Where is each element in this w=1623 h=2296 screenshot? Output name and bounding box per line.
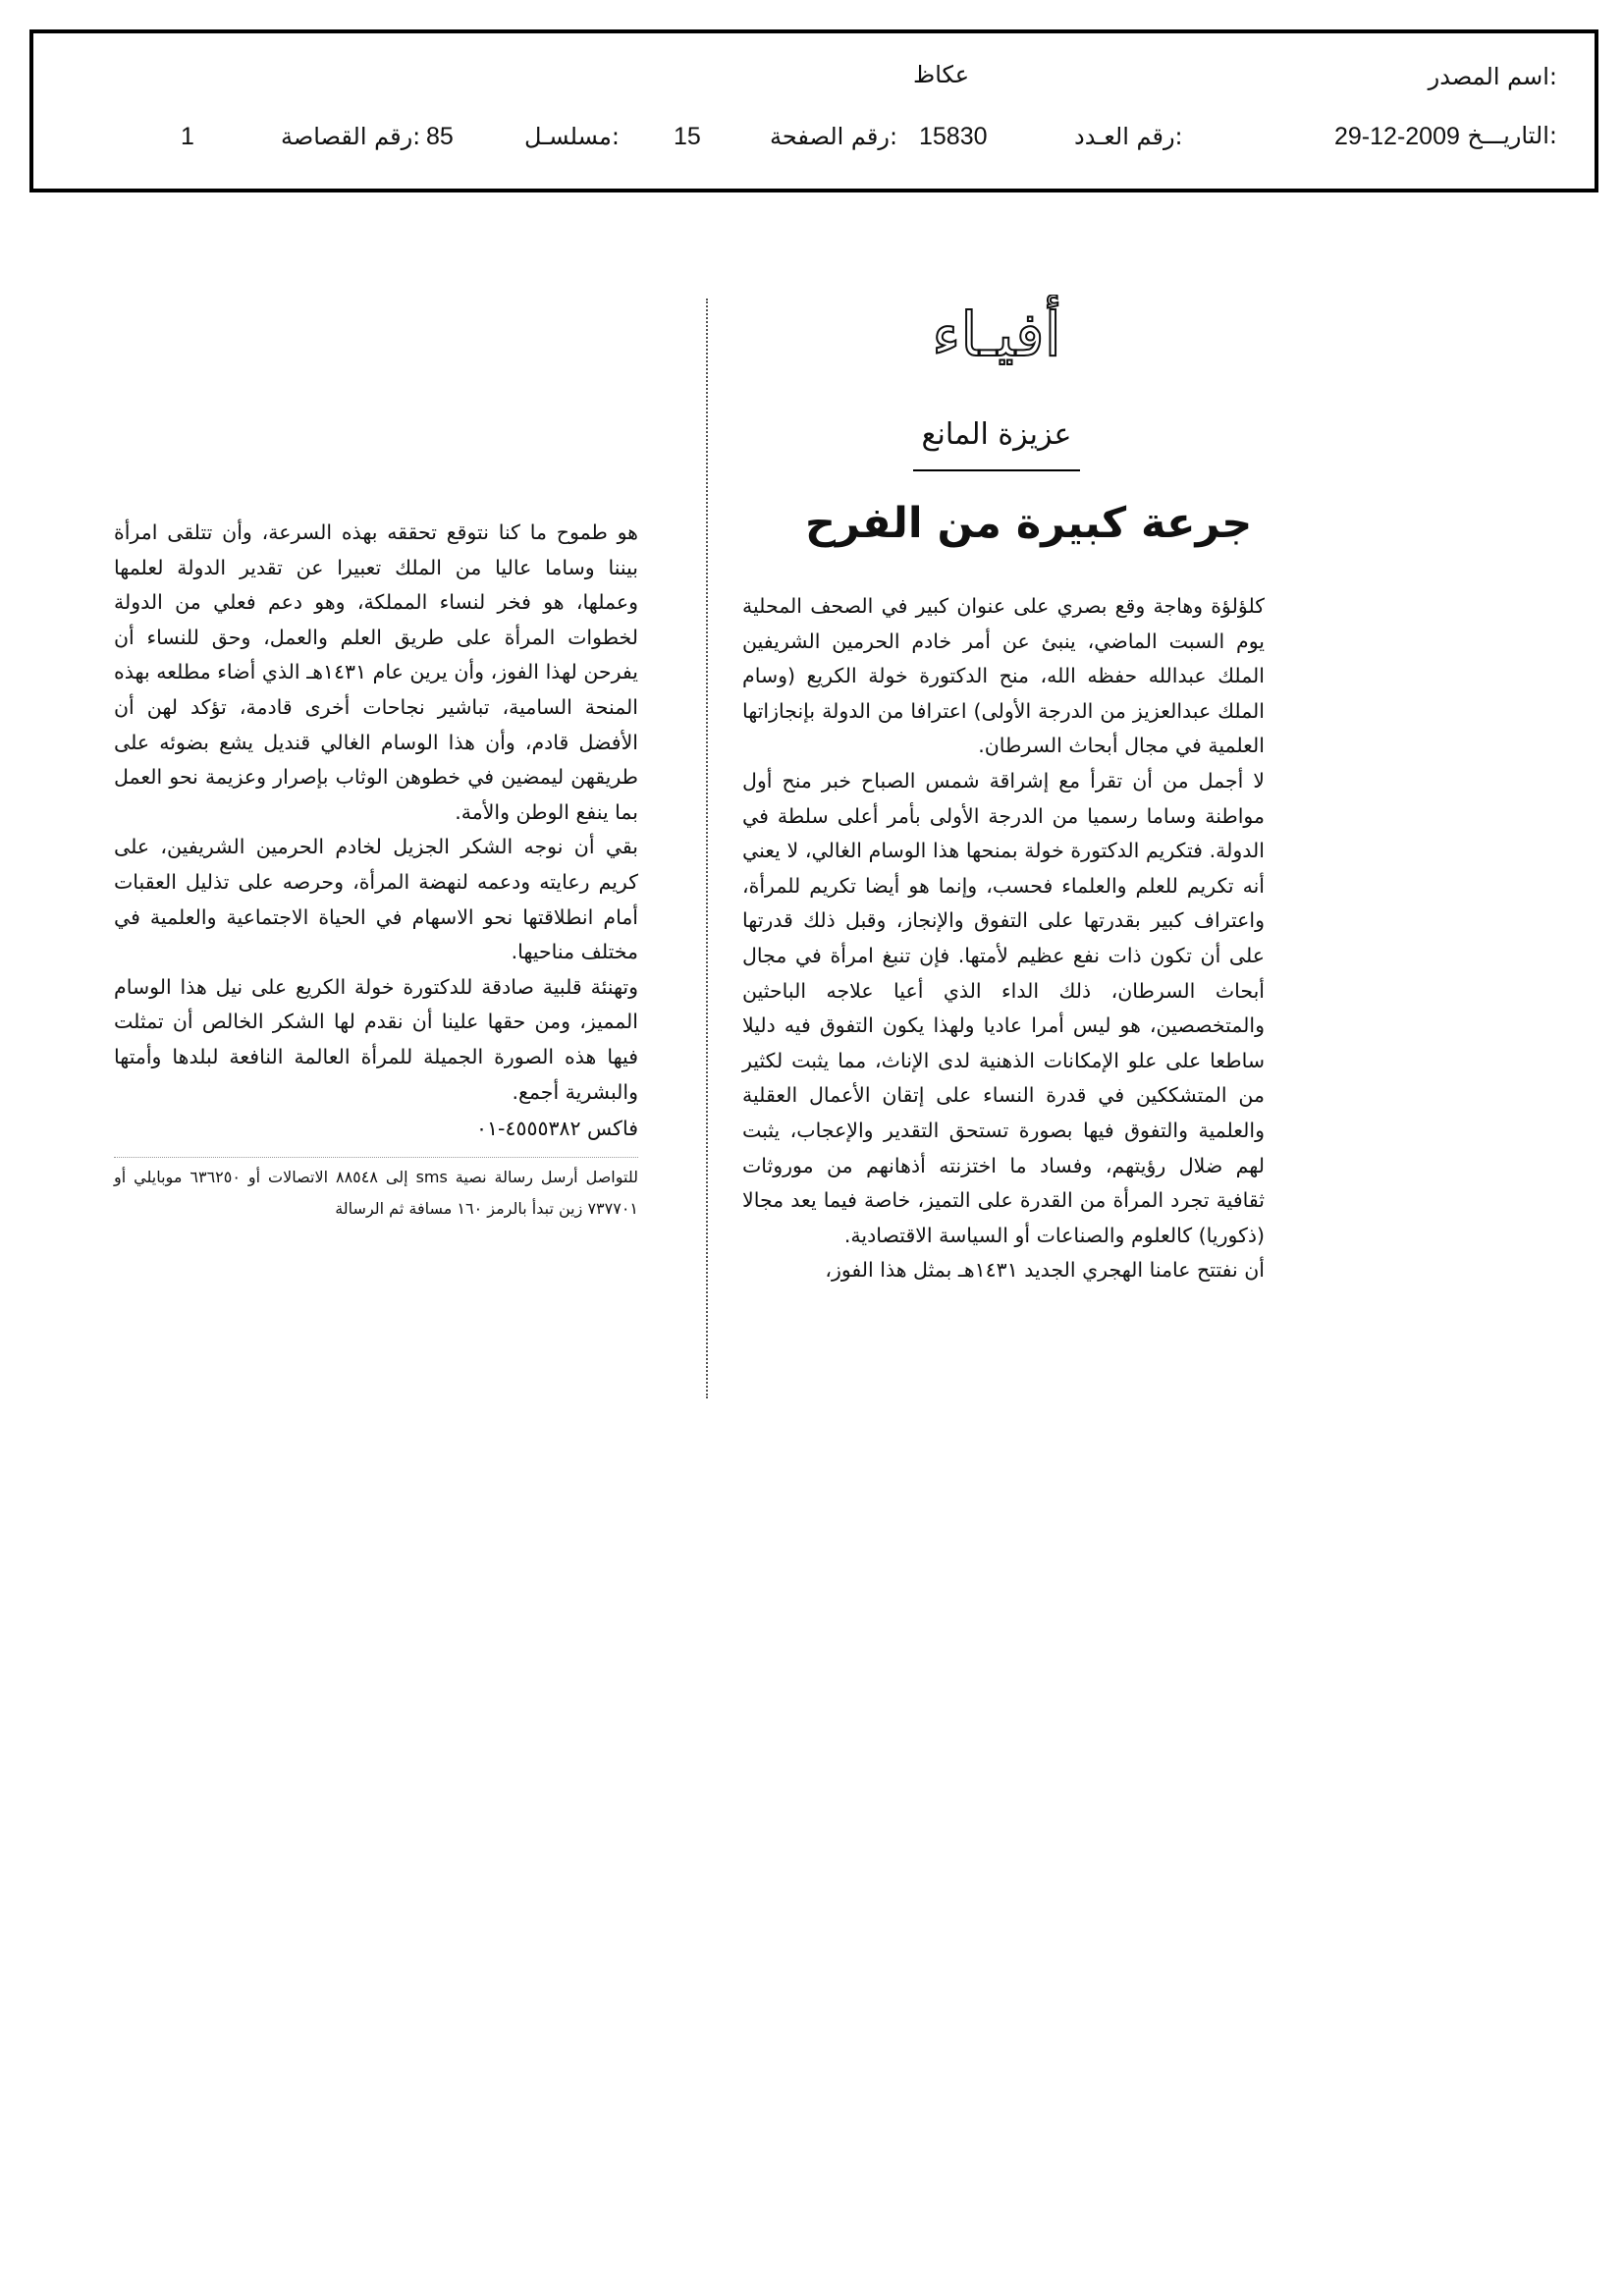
serial-label: مسلسـل: xyxy=(524,123,620,150)
sms-contact-note: للتواصل أرسل رسالة نصية sms إلى ٨٨٥٤٨ الاتصالات أو ٦٣٦٢٥٠ موبايلي أو ٧٣٧٧٠١ زين تبدأ بالرمز ١٦٠ مسافة ثم الرسالة xyxy=(114,1157,638,1225)
clipping-header xyxy=(29,29,1598,192)
source-label: اسم المصدر: xyxy=(1428,63,1557,90)
paragraph: أن نفتتح عامنا الهجري الجديد ١٤٣١هـ بمثل هذا الفوز، xyxy=(825,1258,1265,1283)
paragraph: لا أجمل من أن تقرأ مع إشراقة شمس الصباح خبر منح أول مواطنة وساما رسميا من الدرجة الأولى بأمر أعلى سلطة في الدولة. فتكريم الدكتورة خولة بمنحها هذا الوسام الغالي، لا يعني أنه تكريم للعلم والعلماء فحسب، وإنما هو أيضا تكريم للمرأة، واعتراف كبير بقدرتها على التفوق والإنجاز، وقبل ذلك قدرتها على أن تكون ذات نفع عظيم لأمتها. فإن تنبغ امرأة في مجال أبحاث السرطان، ذلك الداء الذي أعيا علاجه الباحثين والمتخصصين، هو ليس أمرا عاديا ولهذا يكون التفوق فيه دليلا ساطعا على علو الإمكانات الذهنية لدى الإناث، مما يثبت لكثير من المتشككين في قدرة النساء على إتقان الأعمال العقلية والعلمية والتفوق فيها بصورة تستحق التقدير والإعجاب، يثبت لهم ضلال رؤيتهم، وفساد ما اختزنته أذهانهم من موروثات ثقافية تجرد المرأة من القدرة على التميز، خاصة فيما يعد مجالا (ذكوريا) كالعلوم والصناعات أو السياسة الاقتصادية. xyxy=(742,768,1265,1247)
page-label: رقم الصفحة: xyxy=(770,123,898,150)
date-value: 29-12-2009 xyxy=(1334,123,1460,150)
column-logo xyxy=(889,295,1105,373)
column-divider xyxy=(706,299,708,1398)
clip-number-label: رقم القصاصة: xyxy=(281,123,421,150)
column-logo-text: أفيـاء xyxy=(932,299,1061,370)
serial-value: 85 xyxy=(426,123,454,150)
paragraph: بقي أن نوجه الشكر الجزيل لخادم الحرمين الشريفين، على كريم رعايته ودعمه لنهضة المرأة، وحرصه على تذليل العقبات أمام انطلاقتها نحو الاسهام في الحياة الاجتماعية والعلمية في مختلف مناحيها. xyxy=(114,835,638,964)
date-label: التاريـــخ: xyxy=(1467,122,1557,149)
issue-label: رقم العـدد: xyxy=(1074,123,1183,150)
article-title: جرعة كبيرة من الفرح xyxy=(805,499,1253,548)
paragraph: وتهنئة قلبية صادقة للدكتورة خولة الكريع على نيل هذا الوسام المميز، ومن حقها علينا أن نقدم لها الشكر الخالص أن تمثلت فيها هذه الصورة الجميلة للمرأة العالمة النافعة لبلدها وأمتها والبشرية أجمع. xyxy=(114,974,638,1104)
paragraph: كلؤلؤة وهاجة وقع بصري على عنوان كبير في الصحف المحلية يوم السبت الماضي، ينبئ عن أمر خادم الحرمين الشريفين الملك عبدالله حفظه الله، منح الدكتورة خولة الكريع (وسام الملك عبدالعزيز من الدرجة الأولى) اعترافا من الدولة بإنجازاتها العلمية في مجال أبحاث السرطان. xyxy=(742,594,1265,758)
article-left-column xyxy=(114,516,638,1225)
paragraph: هو طموح ما كنا نتوقع تحققه بهذه السرعة، وأن تتلقى امرأة بيننا وساما عاليا من الملك تعبيرا عن تقدير الدولة لعلمها وعملها، هو فخر لنساء المملكة، وهو دعم فعلي من الدولة لخطوات المرأة على طريق العلم والعمل، وحق للنساء أن يفرحن لهذا الفوز، وأن يرين عام ١٤٣١هـ الذي أضاء مطلعه بهذه المنحة السامية، تباشير نجاحات أخرى قادمة، تؤكد لهن أن الأفضل قادم، وأن هذا الوسام الغالي قنديل يشع بضوئه على طريقهن ليمضين في خطوهن الوثاب بإصرار وعزيمة نحو العمل بما ينفع الوطن والأمة. xyxy=(114,520,638,824)
fax-number: فاكس ٤٥٥٥٣٨٢-٠١ xyxy=(476,1117,638,1141)
issue-value: 15830 xyxy=(919,123,988,150)
page-value: 15 xyxy=(674,123,701,150)
newspaper-name: عكاظ xyxy=(913,61,970,88)
author-divider xyxy=(913,469,1080,471)
author-name: عزيزة المانع xyxy=(921,417,1072,452)
article-right-column xyxy=(742,589,1265,1288)
clip-number-value: 1 xyxy=(181,123,194,150)
